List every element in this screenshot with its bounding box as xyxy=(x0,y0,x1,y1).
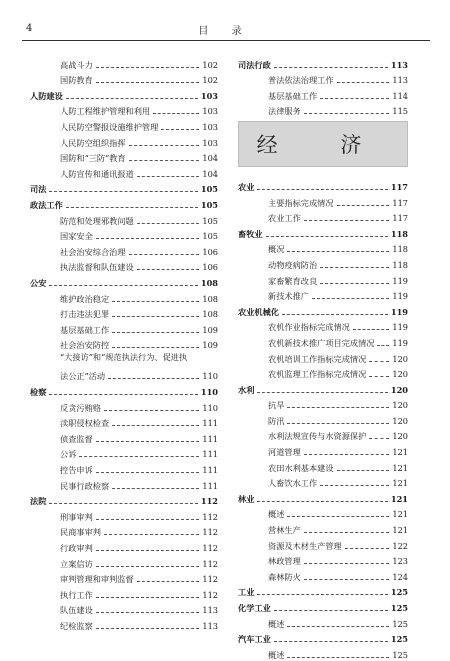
toc-entry-label: 人民防空组织指挥 xyxy=(60,137,126,148)
toc-entry-page: 103 xyxy=(202,121,218,132)
toc-dot-leader xyxy=(137,581,200,582)
toc-entry[interactable] xyxy=(238,209,408,225)
toc-entry-label: 维护政治稳定 xyxy=(60,293,110,304)
toc-dot-leader xyxy=(274,641,388,642)
toc-entry[interactable] xyxy=(30,460,218,476)
toc-entry-page: 119 xyxy=(392,337,408,348)
toc-entry-label: 审判管理和审判监督 xyxy=(60,574,134,585)
toc-entry[interactable] xyxy=(30,585,218,601)
toc-entry-label: 反贪污贿赂 xyxy=(60,402,101,413)
toc-entry-label: 农田水利基本建设 xyxy=(268,462,334,473)
toc-dot-leader xyxy=(257,594,388,595)
toc-entry[interactable] xyxy=(238,427,408,443)
toc-dot-leader xyxy=(304,113,390,114)
toc-entry-page: 120 xyxy=(392,369,408,380)
toc-entry-label: 检察 xyxy=(30,387,47,398)
toc-entry[interactable] xyxy=(30,71,218,87)
toc-entry-page: 119 xyxy=(392,291,408,302)
toc-entry-label: 纪检监察 xyxy=(60,620,93,631)
toc-entry[interactable] xyxy=(30,445,218,461)
toc-entry[interactable] xyxy=(30,476,218,492)
toc-dot-leader xyxy=(274,610,388,611)
toc-entry-label: 汽车工业 xyxy=(238,634,271,645)
toc-entry-label: 农机监理工作指标完成情况 xyxy=(268,369,367,380)
toc-dot-leader xyxy=(320,485,389,486)
toc-entry[interactable] xyxy=(238,86,408,102)
toc-dot-leader xyxy=(274,67,388,68)
toc-entry-page: 103 xyxy=(202,106,218,117)
toc-entry[interactable] xyxy=(30,211,218,227)
toc-dot-leader xyxy=(304,579,390,580)
toc-entry-label: 司法行政 xyxy=(238,59,271,70)
toc-entry[interactable] xyxy=(238,411,408,427)
toc-section-entry[interactable] xyxy=(30,382,218,398)
toc-entry-page: 121 xyxy=(392,525,408,536)
toc-dot-leader xyxy=(257,392,388,393)
toc-entry-page: 105 xyxy=(200,184,218,195)
toc-entry-page: 106 xyxy=(202,246,218,257)
toc-entry-page: 122 xyxy=(392,540,408,551)
toc-section-entry[interactable] xyxy=(238,598,408,614)
toc-entry-page: 114 xyxy=(392,90,408,101)
toc-entry[interactable] xyxy=(30,601,218,617)
toc-entry-page: 111 xyxy=(202,418,218,429)
toc-entry-label: 水利法规宣传与水资源保护 xyxy=(268,431,367,442)
toc-entry-label: 营林生产 xyxy=(268,525,301,536)
toc-entry-label: 农机培训工作指标完成情况 xyxy=(268,353,367,364)
toc-dot-leader xyxy=(66,207,198,208)
toc-dot-leader xyxy=(320,283,389,284)
toc-section-entry[interactable] xyxy=(238,55,408,71)
toc-entry[interactable] xyxy=(30,554,218,570)
toc-entry-page: 125 xyxy=(392,649,408,660)
toc-entry[interactable] xyxy=(30,616,218,632)
toc-entry-page: 118 xyxy=(392,259,408,270)
toc-entry-page: 113 xyxy=(390,59,408,70)
toc-dot-leader xyxy=(112,332,199,333)
toc-entry-label: 新技术推广 xyxy=(268,291,309,302)
toc-dot-leader xyxy=(129,254,200,255)
toc-dot-leader xyxy=(337,205,390,206)
toc-dot-leader xyxy=(112,488,199,489)
toc-entry-page: 103 xyxy=(202,137,218,148)
toc-dot-leader xyxy=(337,82,390,83)
toc-entry[interactable] xyxy=(238,71,408,87)
toc-entry-label: 高战斗力 xyxy=(60,59,93,70)
toc-entry[interactable] xyxy=(30,164,218,180)
toc-entry-page: 112 xyxy=(202,589,218,600)
toc-entry-label: 社会治安综合治理 xyxy=(60,246,126,257)
toc-entry-page: 110 xyxy=(200,387,218,398)
toc-entry[interactable] xyxy=(30,227,218,243)
toc-entry-label: 控告申诉 xyxy=(60,465,93,476)
toc-entry-label: 河道管理 xyxy=(268,447,301,458)
toc-entry-page: 113 xyxy=(202,620,218,631)
toc-entry-page: 121 xyxy=(392,447,408,458)
toc-entry[interactable] xyxy=(238,520,408,536)
toc-dot-leader xyxy=(129,145,200,146)
toc-entry-label: 农业工作 xyxy=(268,213,301,224)
toc-entry-label: 公安 xyxy=(30,277,47,288)
toc-entry-page: 124 xyxy=(392,571,408,582)
toc-dot-leader xyxy=(66,98,198,99)
toc-entry-page: 108 xyxy=(200,277,218,288)
toc-entry[interactable] xyxy=(238,505,408,521)
page-number: 4 xyxy=(26,23,33,34)
toc-entry-page: 110 xyxy=(202,371,218,382)
toc-entry[interactable] xyxy=(238,271,408,287)
toc-entry[interactable] xyxy=(238,365,408,381)
toc-entry-page: 109 xyxy=(202,340,218,351)
toc-entry-label: 抗旱 xyxy=(268,400,285,411)
toc-dot-leader xyxy=(137,269,200,270)
toc-entry[interactable] xyxy=(238,536,408,552)
toc-entry-label: 执行工作 xyxy=(60,589,93,600)
toc-dot-leader xyxy=(287,251,389,252)
toc-dot-leader xyxy=(96,82,200,83)
toc-dot-leader xyxy=(369,361,389,362)
toc-entry-label: 基层基础工作 xyxy=(60,324,110,335)
toc-entry-page: 102 xyxy=(202,59,218,70)
toc-entry-page: 104 xyxy=(202,168,218,179)
toc-dot-leader xyxy=(287,407,389,408)
toc-entry-page: 108 xyxy=(202,309,218,320)
toc-entry-label: 法院 xyxy=(30,496,47,507)
toc-entry-label: 主要指标完成情况 xyxy=(268,197,334,208)
toc-entry[interactable] xyxy=(30,336,218,352)
toc-left-column xyxy=(30,55,218,632)
toc-dot-leader xyxy=(96,566,200,567)
toc-entry-page: 119 xyxy=(392,322,408,333)
toc-entry-label: 资源及木材生产管理 xyxy=(268,540,342,551)
toc-entry-label: 人防工程维护管理和利用 xyxy=(60,106,151,117)
toc-entry-page: 120 xyxy=(392,431,408,442)
toc-entry-page: 121 xyxy=(392,478,408,489)
toc-dot-leader xyxy=(96,519,200,520)
toc-dot-leader xyxy=(96,612,200,613)
toc-entry[interactable] xyxy=(30,414,218,430)
toc-entry-label: 林政管理 xyxy=(268,556,301,567)
toc-entry-page: 120 xyxy=(392,400,408,411)
toc-section-entry[interactable] xyxy=(238,630,408,646)
toc-section-entry[interactable] xyxy=(238,489,408,505)
toc-section-entry[interactable] xyxy=(238,177,408,193)
toc-entry[interactable] xyxy=(238,614,408,630)
toc-entry-label: 渎职侵权检查 xyxy=(60,418,110,429)
toc-dot-leader xyxy=(377,345,389,346)
toc-entry-label: 农业 xyxy=(238,181,255,192)
toc-section-entry[interactable] xyxy=(238,302,408,318)
toc-entry-label: 人防宣传和通讯报道 xyxy=(60,168,134,179)
toc-dot-leader xyxy=(104,410,199,411)
toc-dot-leader xyxy=(320,267,389,268)
toc-entry-page: 104 xyxy=(202,153,218,164)
toc-dot-leader xyxy=(96,597,200,598)
toc-entry-page: 125 xyxy=(390,587,408,598)
toc-entry-page: 123 xyxy=(392,556,408,567)
toc-entry-label: 法公正”活动 xyxy=(60,371,106,382)
toc-entry-page: 111 xyxy=(202,465,218,476)
toc-entry-page: 112 xyxy=(200,496,218,507)
toc-dot-leader xyxy=(287,626,389,627)
toc-dot-leader xyxy=(304,454,390,455)
toc-entry-page: 117 xyxy=(392,197,408,208)
toc-entry[interactable] xyxy=(30,367,218,383)
toc-dot-leader xyxy=(49,394,198,395)
toc-entry-label: 人民防空警报设施维护管理 xyxy=(60,121,159,132)
toc-entry-label: 概述 xyxy=(268,618,285,629)
toc-entry-page: 105 xyxy=(202,215,218,226)
toc-entry-page: 125 xyxy=(390,603,408,613)
toc-dot-leader xyxy=(282,314,388,315)
toc-entry[interactable] xyxy=(30,320,218,336)
toc-entry-label: 概述 xyxy=(268,509,285,520)
toc-entry-page: 125 xyxy=(392,618,408,629)
toc-dot-leader xyxy=(79,456,199,457)
toc-entry[interactable] xyxy=(238,102,408,118)
toc-entry-page: 106 xyxy=(202,262,218,273)
toc-entry[interactable] xyxy=(30,149,218,165)
toc-entry-label: 农机作业指标完成情况 xyxy=(268,322,350,333)
toc-entry-page: 117 xyxy=(390,181,408,192)
toc-dot-leader xyxy=(49,503,198,504)
toc-dot-leader xyxy=(112,301,199,302)
toc-dot-leader xyxy=(108,378,199,379)
toc-entry-label: 立案信访 xyxy=(60,558,93,569)
toc-entry-page: 108 xyxy=(202,293,218,304)
toc-entry[interactable] xyxy=(238,287,408,303)
toc-entry[interactable] xyxy=(238,442,408,458)
toc-dot-leader xyxy=(337,470,390,471)
page-header-title: 目 录 xyxy=(198,26,252,37)
toc-dot-leader xyxy=(257,501,388,502)
toc-dot-leader xyxy=(304,563,390,564)
toc-dot-leader xyxy=(369,438,389,439)
toc-dot-leader xyxy=(112,425,199,426)
toc-dot-leader xyxy=(161,129,199,130)
section-banner-economy: 经 济 xyxy=(238,121,408,167)
toc-entry[interactable] xyxy=(238,193,408,209)
toc-entry[interactable] xyxy=(238,474,408,490)
toc-entry-page: 113 xyxy=(202,605,218,616)
toc-entry[interactable] xyxy=(238,396,408,412)
toc-dot-leader xyxy=(96,550,200,551)
toc-entry-page: 118 xyxy=(390,228,408,239)
toc-dot-leader xyxy=(104,534,199,535)
toc-entry-label: 法律服务 xyxy=(268,106,301,117)
toc-entry[interactable] xyxy=(238,333,408,349)
toc-entry[interactable] xyxy=(238,255,408,271)
toc-entry-page: 119 xyxy=(392,275,408,286)
toc-entry-label: 公诉 xyxy=(60,449,77,460)
toc-dot-leader xyxy=(153,113,199,114)
toc-entry-page: 103 xyxy=(200,90,218,101)
toc-entry[interactable] xyxy=(30,55,218,71)
toc-entry-page: 125 xyxy=(390,634,408,645)
toc-dot-leader xyxy=(304,532,390,533)
toc-dot-leader xyxy=(137,223,200,224)
toc-entry-label: 概述 xyxy=(268,649,285,660)
toc-dot-leader xyxy=(49,285,198,286)
toc-entry[interactable] xyxy=(238,349,408,365)
toc-entry-page: 113 xyxy=(392,75,408,86)
toc-section-entry[interactable] xyxy=(30,273,218,289)
toc-entry-label: 国防和“三防”教育 xyxy=(60,153,126,164)
toc-entry-page: 102 xyxy=(202,75,218,86)
toc-entry-page: 118 xyxy=(392,244,408,255)
toc-entry-page: 112 xyxy=(202,527,218,538)
toc-entry-label: 工业 xyxy=(238,587,255,598)
toc-entry[interactable] xyxy=(30,102,218,118)
toc-entry[interactable] xyxy=(238,552,408,568)
toc-entry-label: 森林防火 xyxy=(268,571,301,582)
toc-entry-label: 队伍建设 xyxy=(60,605,93,616)
toc-entry[interactable] xyxy=(30,242,218,258)
toc-entry-page: 121 xyxy=(390,493,408,504)
toc-dot-leader xyxy=(287,516,389,517)
toc-entry[interactable] xyxy=(238,240,408,256)
toc-entry-page: 121 xyxy=(392,509,408,520)
toc-entry[interactable] xyxy=(30,570,218,586)
toc-entry-page: 115 xyxy=(392,106,408,117)
toc-entry-page: 112 xyxy=(202,558,218,569)
toc-entry[interactable] xyxy=(30,289,218,305)
toc-section-entry[interactable] xyxy=(30,86,218,102)
toc-dot-leader xyxy=(96,472,200,473)
toc-entry-page: 112 xyxy=(202,511,218,522)
toc-entry-label: 国家安全 xyxy=(60,231,93,242)
toc-entry-label: 畜牧业 xyxy=(238,228,263,239)
toc-dot-leader xyxy=(312,298,389,299)
toc-dot-leader xyxy=(112,347,199,348)
toc-entry-page: 119 xyxy=(390,306,408,317)
toc-dot-leader xyxy=(320,98,389,99)
toc-dot-leader xyxy=(137,176,200,177)
toc-dot-leader xyxy=(49,191,198,192)
toc-entry-label: 农机新技术推广项目完成情况 xyxy=(268,337,375,348)
toc-entry-label: 社会治安防控 xyxy=(60,340,110,351)
toc-entry-label: 打击违法犯罪 xyxy=(60,309,110,320)
toc-entry-label: 政法工作 xyxy=(30,199,63,210)
toc-entry-label: 水利 xyxy=(238,384,255,395)
toc-entry-label: 防范和处理邪教问题 xyxy=(60,215,134,226)
toc-entry-label: 国防教育 xyxy=(60,75,93,86)
toc-dot-leader xyxy=(369,376,389,377)
toc-entry-page: 120 xyxy=(392,353,408,364)
toc-entry-label: 司法 xyxy=(30,184,47,195)
toc-entry-label: 化学工业 xyxy=(238,603,271,613)
toc-entry-page: 111 xyxy=(202,480,218,491)
toc-entry-page: 112 xyxy=(202,543,218,553)
toc-entry-label: 刑事审判 xyxy=(60,511,93,522)
toc-dot-leader xyxy=(287,423,389,424)
toc-entry-label: 行政审判 xyxy=(60,543,93,553)
toc-entry-label: 农业机械化 xyxy=(238,306,279,317)
toc-entry-page: 111 xyxy=(202,433,218,444)
toc-dot-leader xyxy=(304,220,390,221)
toc-section-entry[interactable] xyxy=(238,224,408,240)
toc-dot-leader xyxy=(96,67,200,68)
toc-entry-page: 105 xyxy=(202,231,218,242)
toc-entry-label: 人畜饮水工作 xyxy=(268,478,318,489)
toc-entry-label: 动物疫病防治 xyxy=(268,259,318,270)
toc-entry-label: 侦查监督 xyxy=(60,433,93,444)
toc-dot-leader xyxy=(129,160,200,161)
toc-section-entry[interactable] xyxy=(30,195,218,211)
toc-entry[interactable] xyxy=(30,398,218,414)
toc-entry-page: 120 xyxy=(392,415,408,426)
toc-dot-leader xyxy=(345,548,390,549)
toc-entry[interactable] xyxy=(30,258,218,274)
toc-entry[interactable] xyxy=(30,523,218,539)
toc-entry[interactable] xyxy=(30,507,218,523)
toc-entry-wrapped-line: “大接访”和“规范执法行为、促进执 xyxy=(60,352,188,363)
toc-entry-label: 人防建设 xyxy=(30,90,63,101)
toc-section-entry[interactable] xyxy=(238,380,408,396)
toc-entry[interactable] xyxy=(238,567,408,583)
toc-entry-page: 105 xyxy=(200,199,218,210)
header-rule xyxy=(22,40,430,41)
toc-dot-leader xyxy=(96,628,200,629)
toc-entry-label: 民事行政检察 xyxy=(60,480,110,491)
toc-dot-leader xyxy=(112,316,199,317)
toc-entry-label: 普法依法治理工作 xyxy=(268,75,334,86)
toc-dot-leader xyxy=(96,441,200,442)
toc-entry-page: 117 xyxy=(392,213,408,224)
toc-entry[interactable] xyxy=(238,458,408,474)
toc-entry-label: 执法监督和队伍建设 xyxy=(60,262,134,273)
toc-entry-page: 120 xyxy=(390,384,408,395)
toc-dot-leader xyxy=(266,236,388,237)
toc-entry-page: 111 xyxy=(202,449,218,460)
toc-entry[interactable] xyxy=(30,133,218,149)
toc-dot-leader xyxy=(353,329,389,330)
toc-section-entry[interactable] xyxy=(238,583,408,599)
toc-right-column xyxy=(238,55,408,661)
toc-entry-page: 110 xyxy=(202,402,218,413)
toc-entry[interactable] xyxy=(30,538,218,554)
toc-section-entry[interactable] xyxy=(30,492,218,508)
toc-entry[interactable] xyxy=(238,645,408,661)
toc-entry-page: 109 xyxy=(202,324,218,335)
toc-entry[interactable] xyxy=(30,429,218,445)
toc-entry-label: 家畜繁育改良 xyxy=(268,275,318,286)
toc-entry-label: 林业 xyxy=(238,493,255,504)
toc-entry-page: 112 xyxy=(202,574,218,585)
toc-entry-label: 民商事审判 xyxy=(60,527,101,538)
toc-entry-label: 基层基础工作 xyxy=(268,90,318,101)
toc-dot-leader xyxy=(257,189,388,190)
toc-entry[interactable] xyxy=(30,117,218,133)
toc-entry-page: 121 xyxy=(392,462,408,473)
toc-entry-label: 概况 xyxy=(268,244,285,255)
toc-section-entry[interactable] xyxy=(30,180,218,196)
toc-entry[interactable] xyxy=(238,318,408,334)
toc-entry-label: 防汛 xyxy=(268,415,285,426)
toc-entry[interactable] xyxy=(30,305,218,321)
toc-dot-leader xyxy=(96,238,200,239)
